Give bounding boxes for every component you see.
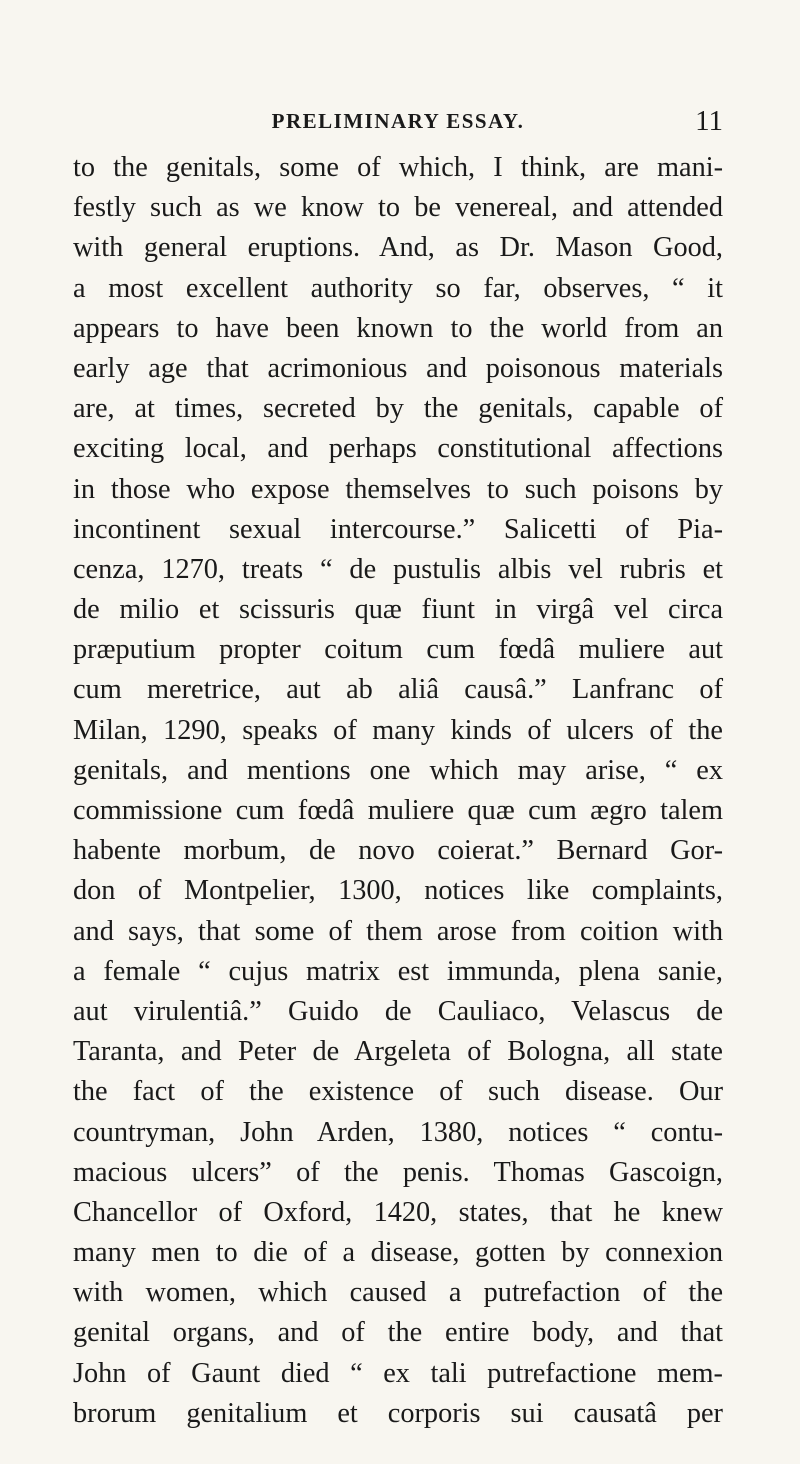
text-line: and says, that some of them arose from coition with <box>73 915 723 947</box>
text-line: a most excellent authority so far, observes, “ it <box>73 272 723 304</box>
text-line: genitals, and mentions one which may arise, “ ex <box>73 754 723 786</box>
text-line: Taranta, and Peter de Argeleta of Bologna, all state <box>73 1036 723 1068</box>
text-line: cenza, 1270, treats “ de pustulis albis vel rubris et <box>73 553 723 585</box>
text-line: to the genitals, some of which, I think, are mani- <box>73 152 723 183</box>
running-title: PRELIMINARY ESSAY. <box>271 109 525 133</box>
text-line: commissione cum fœdâ muliere quæ cum ægro talem <box>73 795 723 826</box>
text-line: in those who expose themselves to such poisons by <box>73 473 723 505</box>
text-line: genital organs, and of the entire body, and that <box>73 1317 723 1349</box>
text-line: brorum genitalium et corporis sui causatâ per <box>73 1397 723 1429</box>
body-text <box>73 148 723 1434</box>
text-line: habente morbum, de novo coierat.” Bernard Gor- <box>73 835 723 867</box>
text-line: cum meretrice, aut ab aliâ causâ.” Lanfranc of <box>73 674 723 706</box>
page-number: 11 <box>695 105 723 137</box>
text-line: don of Montpelier, 1300, notices like complaints, <box>73 875 723 907</box>
text-line: a female “ cujus matrix est immunda, plena sanie, <box>73 955 723 987</box>
text-line: with women, which caused a putrefaction of the <box>73 1277 723 1309</box>
text-line: are, at times, secreted by the genitals, capable of <box>73 393 723 425</box>
text-line: early age that acrimonious and poisonous materials <box>73 352 723 384</box>
text-line: John of Gaunt died “ ex tali putrefactione mem- <box>73 1357 723 1389</box>
text-line: festly such as we know to be venereal, and attended <box>73 192 723 224</box>
text-line: Chancellor of Oxford, 1420, states, that he knew <box>73 1196 723 1228</box>
text-line: præputium propter coitum cum fœdâ muliere aut <box>73 634 723 666</box>
running-head <box>73 104 723 138</box>
text-line: incontinent sexual intercourse.” Salicetti of Pia- <box>73 513 723 545</box>
text-line: the fact of the existence of such disease. Our <box>73 1076 723 1108</box>
text-line: appears to have been known to the world from an <box>73 312 723 344</box>
text-line: with general eruptions. And, as Dr. Mason Good, <box>73 232 723 264</box>
text-line: Milan, 1290, speaks of many kinds of ulcers of the <box>73 714 723 746</box>
text-line: countryman, John Arden, 1380, notices “ contu- <box>73 1116 723 1148</box>
text-line: de milio et scissuris quæ fiunt in virgâ vel circa <box>73 594 723 626</box>
text-line: aut virulentiâ.” Guido de Cauliaco, Velascus de <box>73 995 723 1027</box>
text-line: many men to die of a disease, gotten by connexion <box>73 1237 723 1269</box>
text-line: exciting local, and perhaps constitutional affections <box>73 433 723 465</box>
text-line: macious ulcers” of the penis. Thomas Gascoign, <box>73 1156 723 1188</box>
